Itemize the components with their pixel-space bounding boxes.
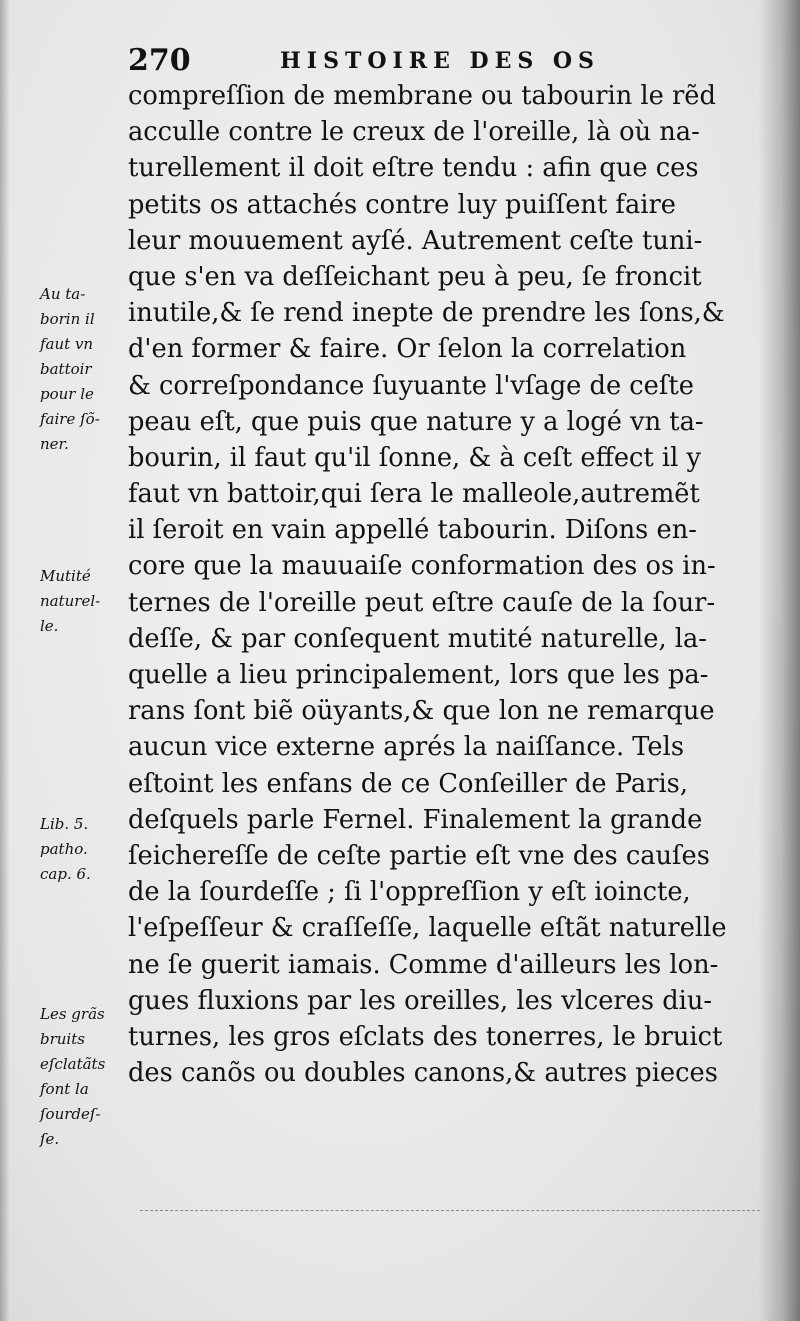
text-line: d'en former & faire. Or ſelon la correlation xyxy=(128,334,687,365)
text-line: deſquels parle Fernel. Finalement la grande xyxy=(128,804,703,835)
page-shadow-left xyxy=(0,0,10,1321)
margin-note xyxy=(40,282,126,457)
margin-note-line: ner. xyxy=(40,435,69,453)
margin-note-line: bruits xyxy=(40,1030,85,1048)
margin-note-line: borin il xyxy=(40,310,95,328)
body-text xyxy=(128,78,768,1091)
text-line: & correſpondance ſuyuante l'vſage de ceſte xyxy=(128,370,694,401)
text-line: il ſeroit en vain appellé tabourin. Diſons en- xyxy=(128,515,697,546)
text-line: eſtoint les enfans de ce Conſeiller de Paris, xyxy=(128,768,689,799)
text-line: ternes de l'oreille peut eſtre cauſe de la ſour- xyxy=(128,587,716,618)
margin-note xyxy=(40,564,126,639)
text-line: que s'en va deſſeichant peu à peu, ſe froncit xyxy=(128,261,702,292)
running-title: HISTOIRE DES OS xyxy=(280,48,600,74)
margin-note-line: le. xyxy=(40,617,59,635)
text-line: des canõs ou doubles canons,& autres pieces xyxy=(128,1058,718,1089)
margin-note-line: Lib. 5. xyxy=(40,815,89,833)
margin-note xyxy=(40,1002,126,1152)
text-line: core que la mauuaiſe conformation des os in- xyxy=(128,551,716,582)
text-line: turnes, les gros eſclats des tonerres, le bruict xyxy=(128,1021,723,1052)
text-line: rans ſont biẽ oüyants,& que lon ne remarque xyxy=(128,696,715,727)
text-line: compreſſion de membrane ou tabourin le rẽd xyxy=(128,81,716,111)
text-line: l'eſpeſſeur & craſſeſſe, laquelle eſtãt naturelle xyxy=(128,913,727,944)
margin-note-line: naturel- xyxy=(40,592,101,610)
margin-note-line: battoir xyxy=(40,360,92,378)
margin-note-line: Les grãs xyxy=(40,1005,105,1023)
margin-note xyxy=(40,812,126,887)
text-line: ſeichereſſe de ceſte partie eſt vne des cauſes xyxy=(128,840,710,871)
text-line: deſſe, & par conſequent mutité naturelle, la- xyxy=(128,623,707,654)
text-line: peau eſt, que puis que nature y a logé vn ta- xyxy=(128,406,704,437)
margin-note-line: faut vn xyxy=(40,335,94,353)
margin-note-line: cap. 6. xyxy=(40,865,91,883)
page-number: 270 xyxy=(128,43,191,78)
margin-note-line: eſclatãts xyxy=(40,1055,106,1073)
margin-note-line: patho. xyxy=(40,840,88,858)
text-line: acculle contre le creux de l'oreille, là où na- xyxy=(128,117,700,148)
running-header xyxy=(128,40,748,82)
margin-note-line: Au ta- xyxy=(40,285,86,303)
text-line: de la ſourdeſſe ; ſi l'oppreſſion y eſt ioincte, xyxy=(128,877,691,908)
text-line: faut vn battoir,qui ſera le malleole,autremẽt xyxy=(128,479,700,510)
text-line: gues fluxions par les oreilles, les vlceres diu- xyxy=(128,985,713,1016)
text-line: bourin, il faut qu'il ſonne, & à ceſt effect il y xyxy=(128,442,701,473)
text-line: aucun vice externe aprés la naiſſance. Tels xyxy=(128,732,685,763)
margin-note-line: Mutité xyxy=(40,567,91,585)
text-line: inutile,& ſe rend inepte de prendre les ſons,& xyxy=(128,298,725,329)
margin-note-line: ſourdeſ- xyxy=(40,1105,101,1123)
text-line: leur mouuement ayſé. Autrement ceſte tuni- xyxy=(128,225,703,256)
text-line: petits os attachés contre luy puiſſent faire xyxy=(128,189,676,220)
text-line: ne ſe guerit iamais. Comme d'ailleurs les lon- xyxy=(128,949,719,980)
footer-rule xyxy=(140,1210,760,1213)
text-line: turellement il doit eſtre tendu : afin que ces xyxy=(128,153,699,184)
margin-note-line: pour le xyxy=(40,385,94,403)
margin-note-line: font la xyxy=(40,1080,89,1098)
margin-note-line: ſe. xyxy=(40,1130,60,1148)
text-line: quelle a lieu principalement, lors que les pa- xyxy=(128,660,709,690)
margin-note-line: faire ſõ- xyxy=(40,410,100,428)
